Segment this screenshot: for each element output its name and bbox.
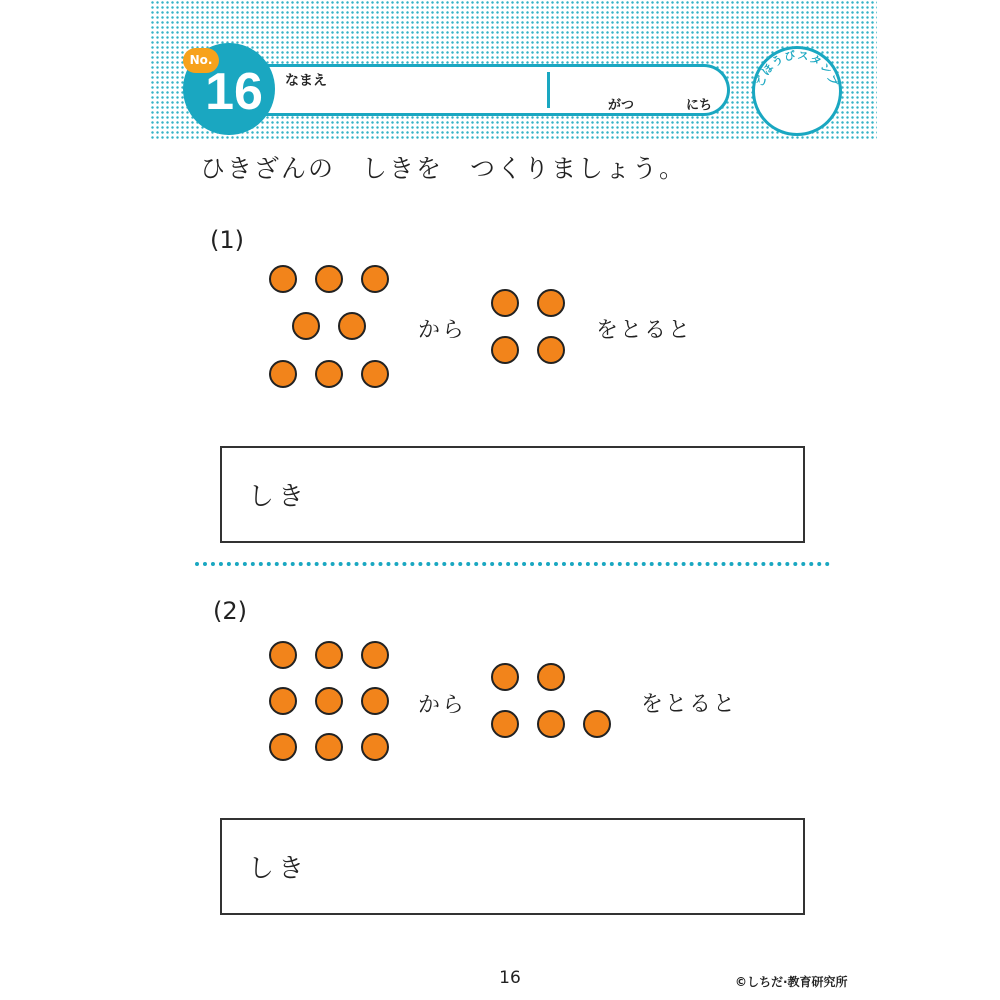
dot [269,687,297,715]
problem-2-take-text: をとると [641,692,738,717]
problem-1-from-text: から [418,318,467,343]
svg-text:ごほうびスタンプ: ごほうびスタンプ [753,48,841,89]
worksheet-number: 16 [205,63,263,121]
dot [338,312,366,340]
dot [491,663,519,691]
dot [361,265,389,293]
problem-1-answer-label: しき [248,482,309,512]
dot [269,641,297,669]
problem-1-answer-box[interactable] [220,446,805,543]
dot [537,663,565,691]
instruction-text: ひきざんの しきを つくりましょう。 [200,154,687,183]
dot [537,336,565,364]
problem-1-number: (1) [210,226,244,254]
dot [315,687,343,715]
dot [583,710,611,738]
dotted-separator [195,562,830,566]
dot [315,733,343,761]
dot [537,710,565,738]
dot [361,360,389,388]
dot [315,265,343,293]
dot [269,733,297,761]
dot [269,360,297,388]
dot [361,733,389,761]
problem-2-answer-box[interactable] [220,818,805,915]
number-label: No. [183,48,219,73]
dot [491,336,519,364]
problem-2-answer-label: しき [248,854,309,884]
dot [315,360,343,388]
day-field-label: にち [686,98,713,113]
page-number: 16 [499,968,521,988]
dot [315,641,343,669]
dot [491,710,519,738]
dot [269,265,297,293]
dot [292,312,320,340]
problem-1-take-text: をとると [596,318,693,343]
dot [537,289,565,317]
dot [491,289,519,317]
copyright-notice: ©しちだ·教育研究所 [735,975,848,989]
reward-stamp-label [744,40,850,146]
problem-2-from-text: から [418,693,467,718]
name-date-divider [547,72,550,108]
month-field-label: がつ [608,98,635,113]
dot [361,687,389,715]
dot [361,641,389,669]
problem-2-number: (2) [213,597,247,625]
name-field-label: なまえ [285,73,327,89]
